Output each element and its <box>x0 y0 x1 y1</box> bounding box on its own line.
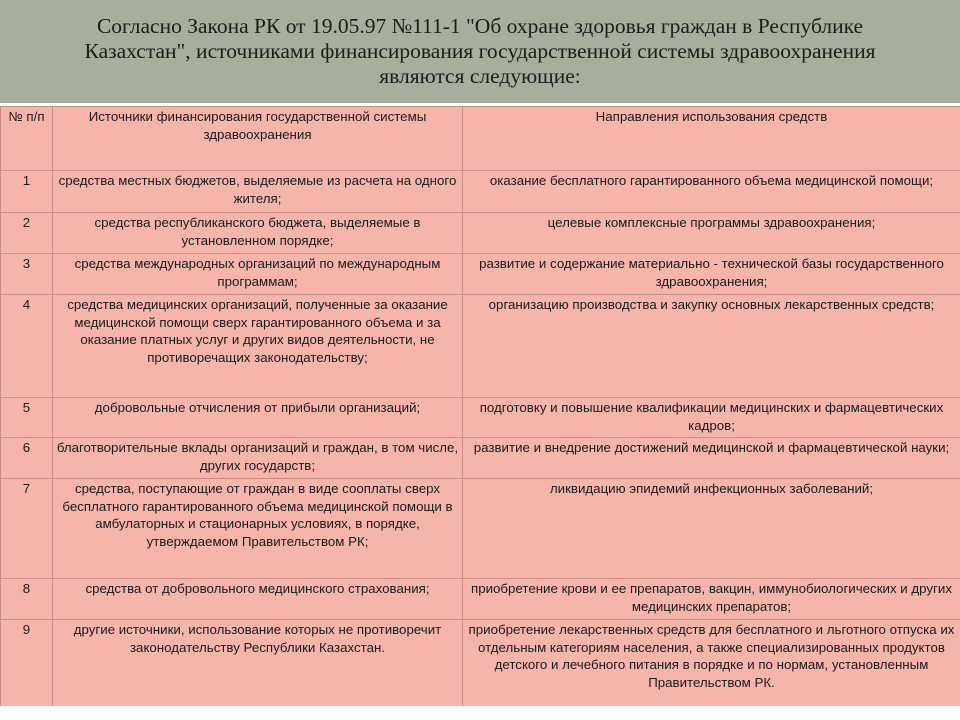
header-num: № п/п <box>1 107 53 171</box>
row-source: средства местных бюджетов, выделяемые из расчета на одного жителя; <box>53 171 463 213</box>
row-source: средства республиканского бюджета, выделяемые в установленном порядке; <box>53 213 463 254</box>
financing-table-container <box>0 106 960 706</box>
row-direction: ликвидацию эпидемий инфекционных заболеваний; <box>463 479 960 579</box>
row-num: 3 <box>1 254 53 295</box>
row-source: средства международных организаций по международным программам; <box>53 254 463 295</box>
row-source: средства от добровольного медицинского страхования; <box>53 579 463 620</box>
table-row <box>1 620 960 710</box>
financing-table <box>0 106 960 710</box>
row-num: 7 <box>1 479 53 579</box>
table-row <box>1 479 960 579</box>
header-direction: Направления использования средств <box>463 107 960 171</box>
table-row <box>1 254 960 295</box>
row-direction: целевые комплексные программы здравоохранения; <box>463 213 960 254</box>
table-row <box>1 295 960 398</box>
row-direction: приобретение лекарственных средств для бесплатного и льготного отпуска их отдельным категориям населения, а также специализированных продуктов детского и лечебного питания в порядке и по нормам, установленным Правительством РК. <box>463 620 960 710</box>
row-direction: подготовку и повышение квалификации медицинских и фармацевтических кадров; <box>463 398 960 438</box>
row-direction: организацию производства и закупку основных лекарственных средств; <box>463 295 960 398</box>
table-row <box>1 579 960 620</box>
slide-bottom-margin <box>0 706 960 720</box>
table-row <box>1 213 960 254</box>
row-direction: развитие и содержание материально - технической базы государственного здравоохранения; <box>463 254 960 295</box>
slide-title-line-1: Согласно Закона РК от 19.05.97 №111-1 "Об охране здоровья граждан в Республике <box>96 14 864 38</box>
row-source: средства, поступающие от граждан в виде сооплаты сверх бесплатного гарантированного объема медицинской помощи в амбулаторных и стационарных условиях, в порядке, утверждаемом Правительством РК; <box>53 479 463 579</box>
table-row <box>1 398 960 438</box>
row-num: 1 <box>1 171 53 213</box>
row-num: 2 <box>1 213 53 254</box>
row-num: 6 <box>1 438 53 479</box>
header-source: Источники финансирования государственной системы здравоохранения <box>53 107 463 171</box>
row-source: благотворительные вклады организаций и граждан, в том числе, других государств; <box>53 438 463 479</box>
row-source: средства медицинских организаций, полученные за оказание медицинской помощи сверх гарантированного объема и за оказание платных услуг и других видов деятельности, не противоречащих законодательству; <box>53 295 463 398</box>
table-row <box>1 438 960 479</box>
row-source: другие источники, использование которых не противоречит законодательству Республики Казахстан. <box>53 620 463 710</box>
row-num: 5 <box>1 398 53 438</box>
row-direction: оказание бесплатного гарантированного объема медицинской помощи; <box>463 171 960 213</box>
table-row <box>1 171 960 213</box>
row-direction: развитие и внедрение достижений медицинской и фармацевтической науки; <box>463 438 960 479</box>
row-num: 9 <box>1 620 53 710</box>
row-num: 4 <box>1 295 53 398</box>
row-num: 8 <box>1 579 53 620</box>
slide-title-line-2: Казахстан", источниками финансирования государственной системы здравоохранения <box>84 39 876 63</box>
table-header-row <box>1 107 960 171</box>
slide-title-line-3: являются следующие: <box>379 64 581 88</box>
row-direction: приобретение крови и ее препаратов, вакцин, иммунобиологических и других медицинских препаратов; <box>463 579 960 620</box>
row-source: добровольные отчисления от прибыли организаций; <box>53 398 463 438</box>
slide-title <box>0 0 960 103</box>
